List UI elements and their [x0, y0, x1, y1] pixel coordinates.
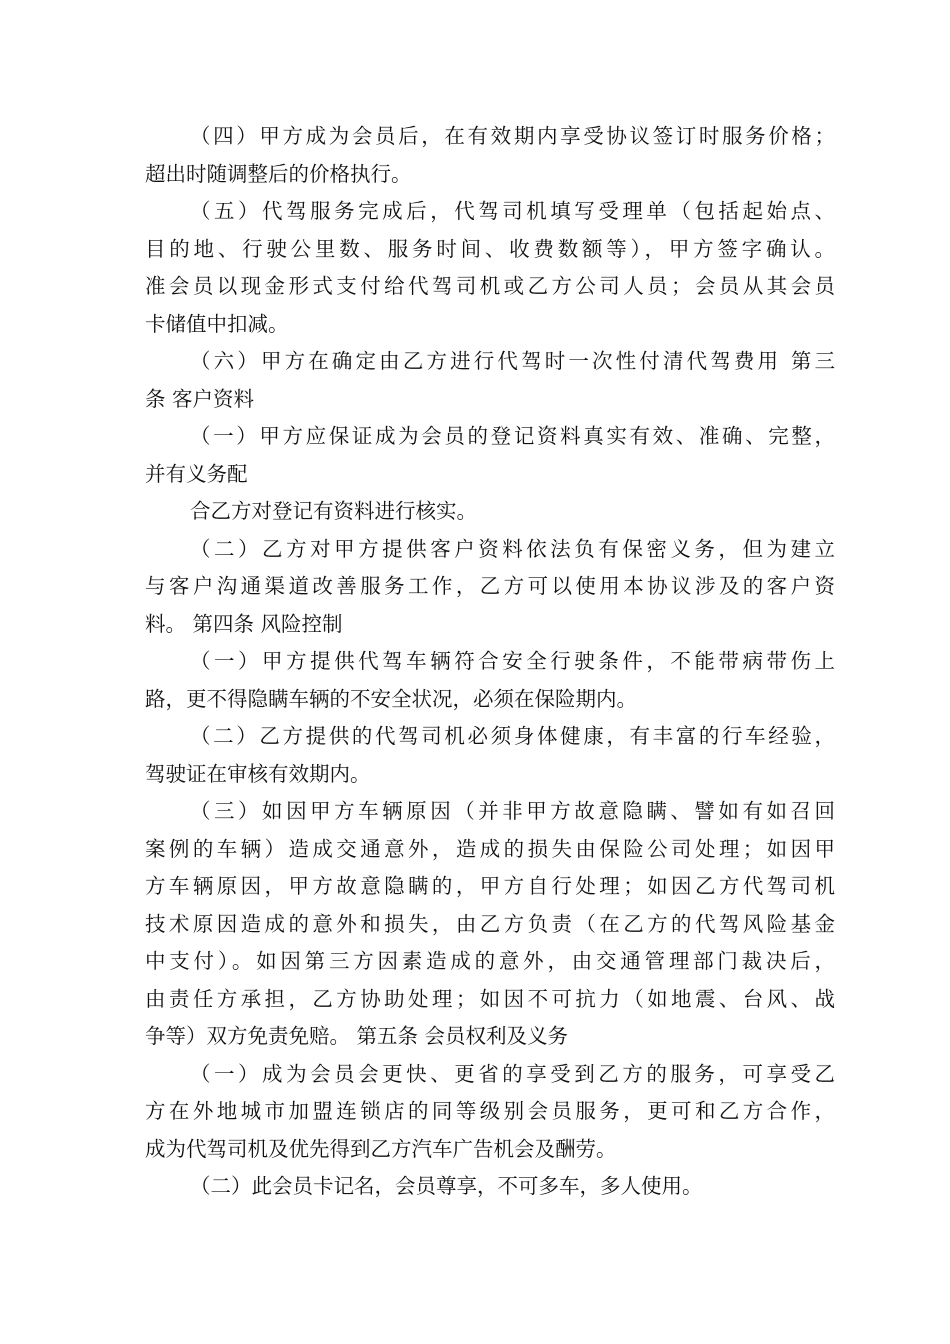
text-line: 由责任方承担，乙方协助处理；如因不可抗力（如地震、台风、战 — [145, 986, 835, 1011]
text-line: （六）甲方在确定由乙方进行代驾时一次性付清代驾费用 第三 — [190, 349, 835, 373]
text-line: （二）乙方对甲方提供客户资料依法负有保密义务，但为建立 — [190, 536, 835, 561]
text-line: （四）甲方成为会员后，在有效期内享受协议签订时服务价格； — [190, 124, 835, 148]
text-line: 并有义务配 — [145, 461, 248, 486]
text-line: 案例的车辆）造成交通意外，造成的损失由保险公司处理；如因甲 — [145, 836, 835, 861]
text-line: （五）代驾服务完成后，代驾司机填写受理单（包括起始点、 — [190, 199, 835, 223]
text-line: 中支付）。如因第三方因素造成的意外，由交通管理部门裁决后， — [145, 949, 835, 973]
text-line: （一）甲方提供代驾车辆符合安全行驶条件，不能带病带伤上 — [190, 649, 835, 673]
text-line: 料。 第四条 风险控制 — [145, 611, 343, 636]
text-line: （三）如因甲方车辆原因（并非甲方故意隐瞒、譬如有如召回 — [190, 799, 835, 823]
text-line: （二）此会员卡记名，会员尊享，不可多车，多人使用。 — [190, 1174, 703, 1198]
text-line: （一）成为会员会更快、更省的享受到乙方的服务，可享受乙 — [190, 1061, 835, 1086]
text-line: 路，更不得隐瞒车辆的不安全状况，必须在保险期内。 — [145, 686, 637, 711]
text-line: 争等）双方免责免赔。 第五条 会员权利及义务 — [145, 1024, 569, 1048]
text-line: 技术原因造成的意外和损失，由乙方负责（在乙方的代驾风险基金 — [145, 911, 835, 936]
text-line: 条 客户资料 — [145, 386, 255, 411]
text-line: 方车辆原因，甲方故意隐瞒的，甲方自行处理；如因乙方代驾司机 — [145, 874, 835, 898]
text-line: 卡储值中扣减。 — [145, 311, 289, 336]
text-line: 合乙方对登记有资料进行核实。 — [190, 499, 477, 523]
text-line: （二）乙方提供的代驾司机必须身体健康，有丰富的行车经验， — [190, 724, 835, 748]
text-line: 驾驶证在审核有效期内。 — [145, 761, 371, 786]
text-line: 目的地、行驶公里数、服务时间、收费数额等），甲方签字确认。 — [145, 236, 835, 261]
text-line: 超出时随调整后的价格执行。 — [145, 161, 412, 186]
text-line: 成为代驾司机及优先得到乙方汽车广告机会及酬劳。 — [145, 1136, 617, 1161]
document-body — [145, 118, 835, 1206]
text-line: 方在外地城市加盟连锁店的同等级别会员服务，更可和乙方合作， — [145, 1099, 835, 1123]
text-line: 与客户沟通渠道改善服务工作，乙方可以使用本协议涉及的客户资 — [145, 574, 835, 598]
text-line: （一）甲方应保证成为会员的登记资料真实有效、准确、完整， — [190, 424, 835, 448]
text-line: 准会员以现金形式支付给代驾司机或乙方公司人员；会员从其会员 — [145, 274, 835, 298]
